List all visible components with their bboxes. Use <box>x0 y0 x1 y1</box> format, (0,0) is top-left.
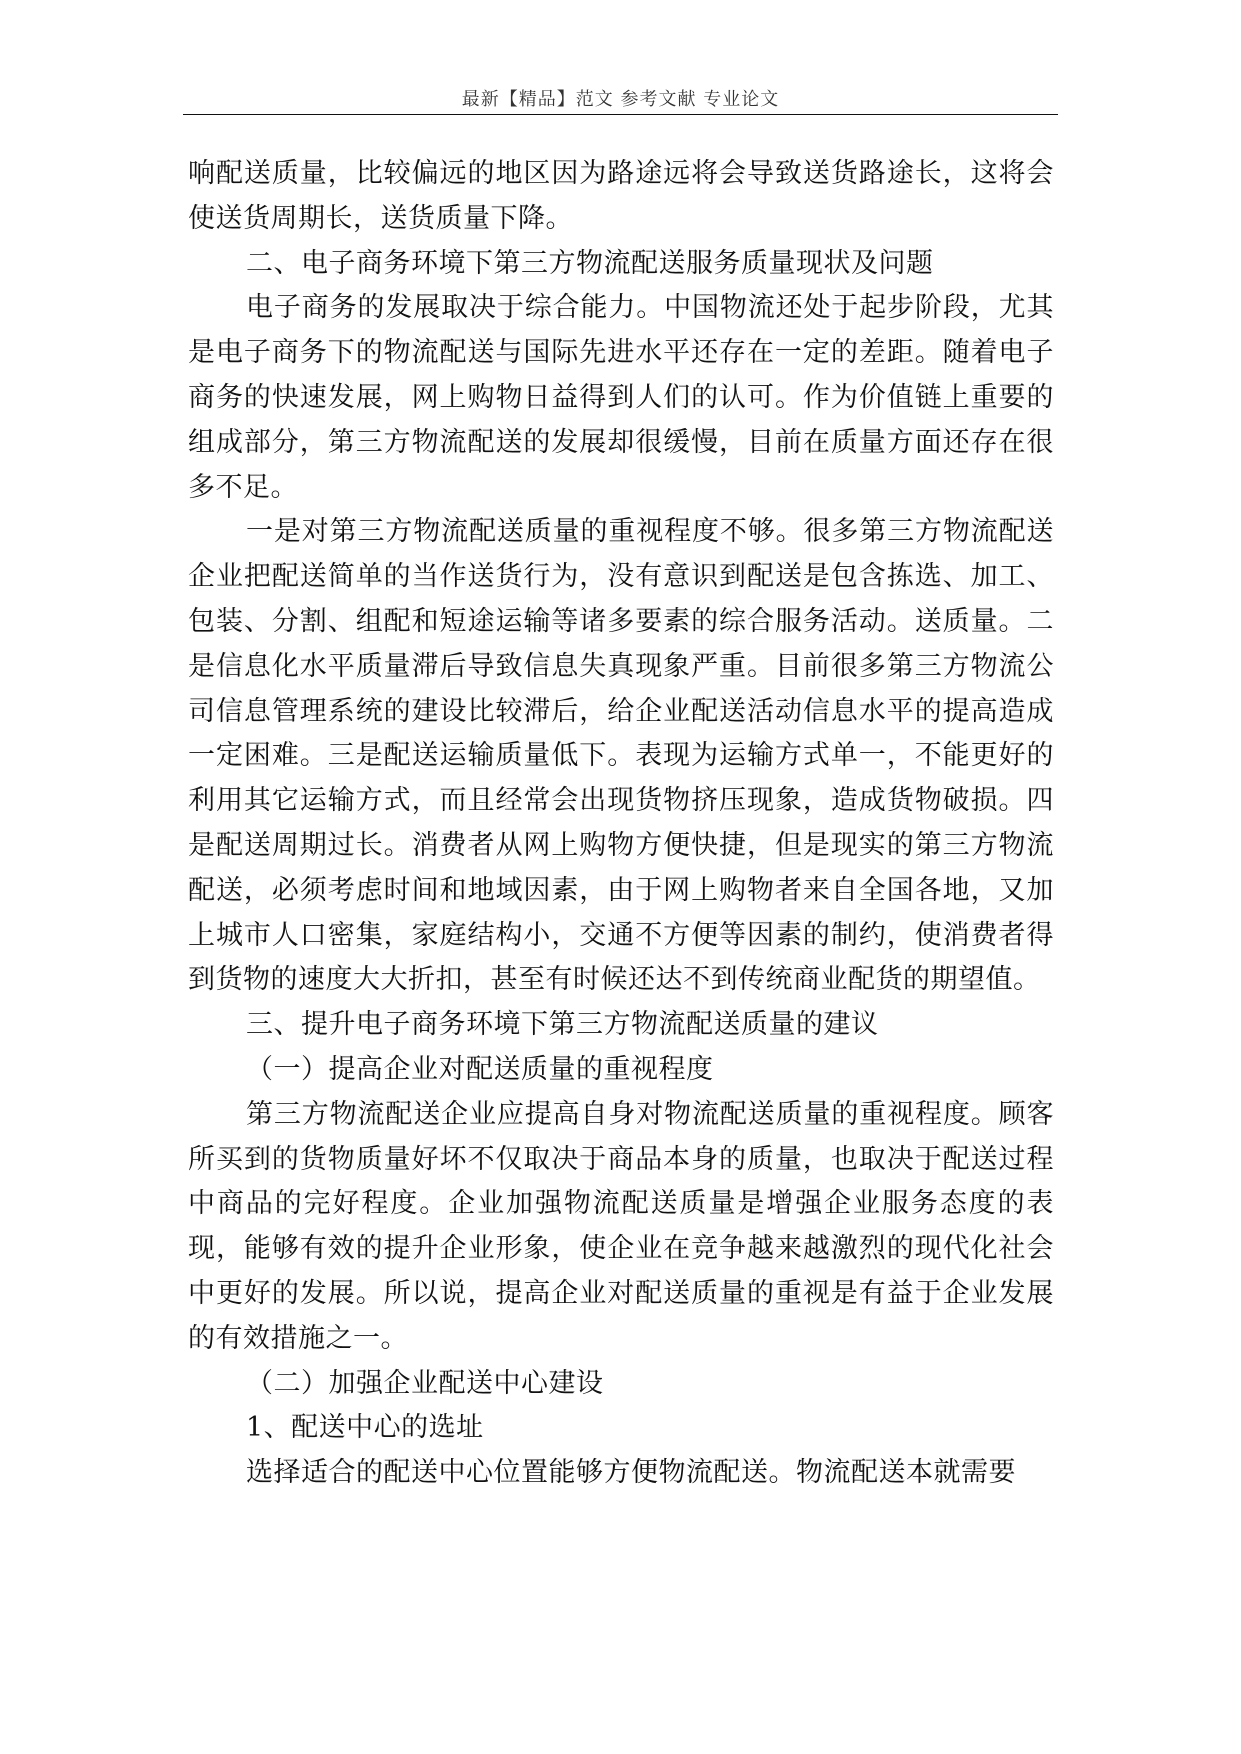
section-heading-2: 二、电子商务环境下第三方物流配送服务质量现状及问题 <box>246 247 934 279</box>
paragraph: 选择适合的配送中心位置能够方便物流配送。物流配送本就需要 <box>246 1457 1016 1489</box>
section-heading-3: 三、提升电子商务环境下第三方物流配送质量的建议 <box>246 1009 879 1041</box>
subsection-heading-1: （一）提高企业对配送质量的重视程度 <box>246 1053 714 1085</box>
paragraph: 第三方物流配送企业应提高自身对物流配送质量的重视程度。顾客所买到的货物质量好坏不仅取决于商品本身的质量，也取决于配送过程中商品的完好程度。企业加强物流配送质量是增强企业服务态度的表现，能够有效的提升企业形象，使企业在竞争越来越激烈的现代化社会中更好的发展。所以说，提高企业对配送质量的重视是有益于企业发展的有效措施之一。 <box>188 1098 1054 1354</box>
subsection-heading-2: （二）加强企业配送中心建设 <box>246 1367 604 1399</box>
paragraph: 电子商务的发展取决于综合能力。中国物流还处于起步阶段，尤其是电子商务下的物流配送与国际先进水平还存在一定的差距。随着电子商务的快速发展，网上购物日益得到人们的认可。作为价值链上重要的组成部分，第三方物流配送的发展却很缓慢，目前在质量方面还存在很多不足。 <box>188 292 1054 503</box>
paragraph: 一是对第三方物流配送质量的重视程度不够。很多第三方物流配送企业把配送简单的当作送货行为，没有意识到配送是包含拣选、加工、包装、分割、组配和短途运输等诸多要素的综合服务活动。送质量。二是信息化水平质量滞后导致信息失真现象严重。目前很多第三方物流公司信息管理系统的建设比较滞后，给企业配送活动信息水平的提高造成一定困难。三是配送运输质量低下。表现为运输方式单一，不能更好的利用其它运输方式，而且经常会出现货物挤压现象，造成货物破损。四是配送周期过长。消费者从网上购物方便快捷，但是现实的第三方物流配送，必须考虑时间和地域因素，由于网上购物者来自全国各地，又加上城市人口密集，家庭结构小，交通不方便等因素的制约，使消费者得到货物的速度大大折扣，甚至有时候还达不到传统商业配货的期望值。 <box>188 516 1054 996</box>
page-header: 最新【精品】范文 参考文献 专业论文 <box>461 89 780 110</box>
document-body <box>188 152 1054 1496</box>
paragraph-continuation: 响配送质量，比较偏远的地区因为路途远将会导致送货路途长，这将会使送货周期长，送货质量下降。 <box>188 158 1054 234</box>
numbered-heading-1: 1、配送中心的选址 <box>246 1412 484 1444</box>
header-divider <box>183 114 1058 115</box>
